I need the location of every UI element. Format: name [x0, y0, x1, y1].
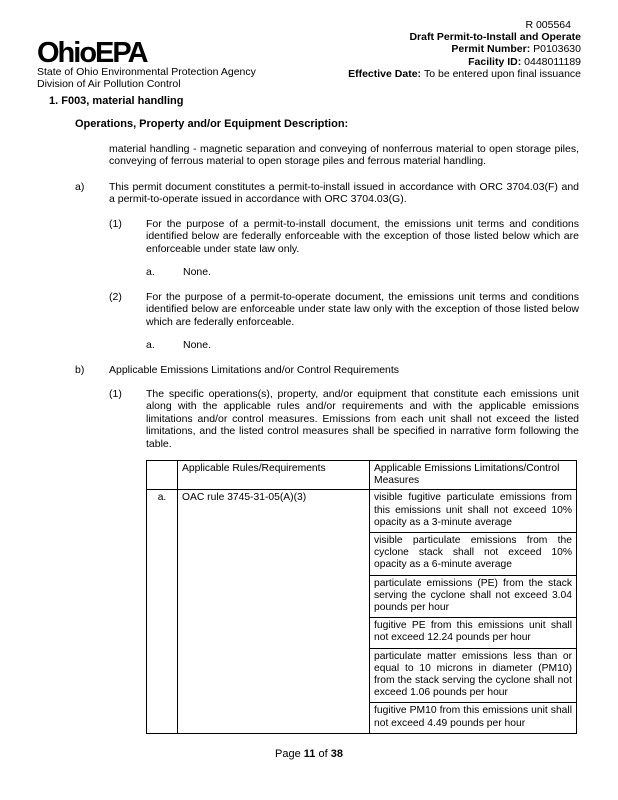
ohio-epa-logo: OhioEPA: [37, 37, 147, 69]
limit-item: visible particulate emissions from the cyclone stack shall not exceed 10% opacity as a 6-minute average: [370, 532, 576, 575]
emissions-table: [146, 460, 577, 734]
item-b1-text: The specific operations(s), property, and/or equipment that constitute each emissions unit along with the applicable rules and/or requirements and with the applicable emissions limitations and/or control measures. Emissions from each unit shall not exceed the listed limitations, and the listed control measures shall be specified in narrative form following the table.: [146, 388, 579, 450]
table-header-limits-text: Applicable Emissions Limitations/Control Measures: [374, 463, 560, 487]
item-a1-sub-text: None.: [183, 266, 212, 278]
item-a1-sub-label: a.: [146, 266, 155, 278]
page-of: of: [318, 748, 328, 760]
table-row: [147, 490, 577, 733]
item-a2-text: For the purpose of a permit-to-operate document, the emissions unit terms and conditions identified below are enforceable under state law only with the exception of those listed below which are federally enforceable.: [146, 291, 579, 328]
limit-item: fugitive PE from this emissions unit shall not exceed 12.24 pounds per hour: [370, 617, 576, 647]
page-number: 11: [303, 748, 316, 760]
record-id: R 005564: [525, 19, 571, 31]
item-a2-sub-text: None.: [183, 339, 212, 351]
item-a1-text: For the purpose of a permit-to-install document, the emissions unit terms and conditions identified below are federally enforceable with the exception of those listed below which are enforceable under state law only.: [146, 218, 579, 255]
item-b-text: Applicable Emissions Limitations and/or Control Requirements: [109, 364, 400, 376]
effective-date-label: Effective Date:: [348, 67, 422, 80]
effective-date: To be entered upon final issuance: [423, 67, 581, 80]
limit-item: particulate matter emissions less than or equal to 10 microns in diameter (PM10) from the stack serving the cyclone shall not exceed 1.06 pounds per hour: [370, 648, 576, 703]
agency-name: [37, 66, 256, 90]
limit-item: fugitive PM10 from this emissions unit shall not exceed 4.49 pounds per hour: [370, 702, 576, 732]
table-row-label: a.: [147, 490, 178, 733]
table-header-limits: [370, 461, 577, 490]
permit-number: P0103630: [533, 43, 581, 56]
equipment-description: material handling - magnetic separation and conveying of nonferrous material to open storage piles, conveying of ferrous material to open storage piles and ferrous material handling.: [109, 143, 579, 168]
item-b-label: b): [75, 364, 85, 376]
item-a2-label: (2): [109, 291, 122, 303]
section-title: 1. F003, material handling: [49, 95, 184, 107]
limit-item: visible fugitive particulate emissions from this emissions unit shall not exceed 10% opacity as a 3-minute average: [374, 492, 572, 528]
item-a2-sub-label: a.: [146, 339, 155, 351]
agency-line-1: State of Ohio Environmental Protection Agency: [37, 66, 256, 78]
document-type: Draft Permit-to-Install and Operate: [409, 31, 581, 44]
table-header-cell-empty: [147, 461, 178, 490]
table-header-row: [147, 461, 577, 490]
item-a-label: a): [75, 181, 85, 193]
table-header-rules: Applicable Rules/Requirements: [178, 461, 370, 490]
section-subtitle: Operations, Property and/or Equipment Description:: [75, 118, 349, 130]
permit-header: [348, 19, 581, 80]
limit-item: particulate emissions (PE) from the stack serving the cyclone shall not exceed 3.04 pounds per hour: [370, 575, 576, 618]
item-a-text: This permit document constitutes a permit-to-install issued in accordance with ORC 3704.03(F) and a permit-to-operate issued in accordance with ORC 3704.03(G).: [109, 181, 579, 206]
page-total: 38: [330, 748, 343, 760]
facility-id: 0448011189: [524, 55, 581, 68]
facility-id-label: Facility ID:: [468, 55, 522, 68]
page-footer: [0, 748, 618, 760]
item-b1-label: (1): [109, 388, 122, 400]
table-rule-cell: OAC rule 3745-31-05(A)(3): [178, 490, 370, 733]
item-a1-label: (1): [109, 218, 122, 230]
table-limits-cell: [370, 490, 577, 733]
agency-line-2: Division of Air Pollution Control: [37, 78, 181, 90]
page-prefix: Page: [275, 748, 301, 760]
permit-number-label: Permit Number:: [451, 43, 531, 56]
